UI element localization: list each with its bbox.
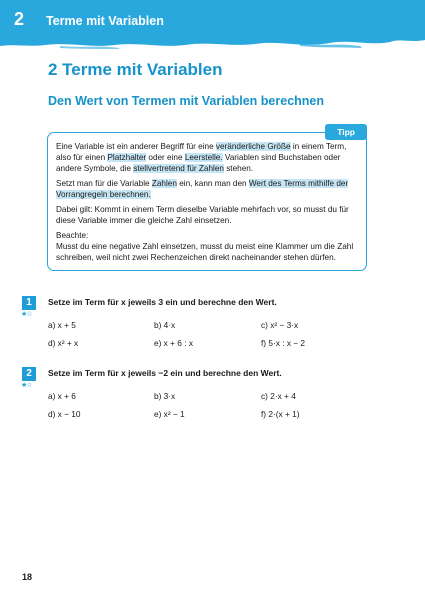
tipp-text: Eine Variable ist ein anderer Begriff für eine bbox=[56, 142, 216, 151]
exercise-item: e) x² − 1 bbox=[154, 409, 185, 419]
exercise-item: f) 5·x : x − 2 bbox=[261, 338, 306, 348]
difficulty-stars-icon: ★☆ bbox=[21, 382, 32, 389]
exercise-item: c) 2·x + 4 bbox=[261, 391, 296, 401]
exercise-item: c) x² − 3·x bbox=[261, 320, 299, 330]
tipp-text: Variablen sind Buchstaben oder andere Symbole, die bbox=[56, 153, 341, 174]
exercise-item: d) x − 10 bbox=[48, 409, 81, 419]
chapter-header-band bbox=[0, 0, 425, 50]
highlight-veraenderliche-groesse: veränderliche Größe bbox=[215, 142, 291, 151]
highlight-wert-des-terms: Wert des Terms mithilfe der Vorrangregeln berechnen. bbox=[56, 179, 349, 200]
highlight-platzhalter: Platzhalter bbox=[107, 153, 147, 163]
exercise-question: Setze im Term für x jeweils −2 ein und berechne den Wert. bbox=[48, 368, 282, 378]
tipp-beachte-title: Beachte: bbox=[56, 230, 89, 240]
exercise-number-badge: 1 bbox=[22, 296, 36, 310]
tipp-paragraph-definition bbox=[56, 141, 359, 175]
exercise-item: d) x² + x bbox=[48, 338, 79, 348]
exercise-item: e) x + 6 : x bbox=[154, 338, 193, 348]
highlight-stellvertretend: stellvertretend für Zahlen bbox=[133, 164, 224, 174]
tipp-box bbox=[47, 127, 367, 271]
exercise-question: Setze im Term für x jeweils 3 ein und berechne den Wert. bbox=[48, 297, 277, 307]
exercise-item: a) x + 6 bbox=[48, 391, 76, 401]
page-title: 2 Terme mit Variablen bbox=[48, 60, 223, 79]
exercise-item: b) 3·x bbox=[154, 391, 176, 401]
tipp-text: in einem Term, also für einen bbox=[56, 142, 347, 163]
highlight-zahlen: Zahlen bbox=[151, 179, 177, 189]
highlight-leerstelle: Leerstelle. bbox=[184, 153, 223, 163]
chapter-title: Terme mit Variablen bbox=[46, 14, 164, 28]
tipp-paragraph-einsetzen bbox=[56, 178, 359, 200]
tipp-beachte-text: Musst du eine negative Zahl einsetzen, musst du meist eine Klammer um die Zahl schreiben, weil nicht zwei Rechenzeichen direkt nacheinander stehen dürfen. bbox=[56, 242, 354, 263]
exercise-item: a) x + 5 bbox=[48, 320, 76, 330]
difficulty-stars-icon: ★☆ bbox=[21, 311, 32, 318]
tipp-text: stehen. bbox=[223, 164, 254, 174]
exercise-number-badge: 2 bbox=[22, 367, 36, 381]
tipp-text: oder eine bbox=[146, 153, 185, 163]
exercise-item: f) 2·(x + 1) bbox=[261, 409, 300, 419]
tipp-text: Setzt man für die Variable bbox=[56, 179, 152, 189]
page-number: 18 bbox=[22, 572, 33, 582]
tipp-text: ein, kann man den bbox=[176, 179, 249, 189]
exercise-item: b) 4·x bbox=[154, 320, 176, 330]
chapter-number: 2 bbox=[14, 9, 25, 29]
tipp-body bbox=[56, 141, 359, 267]
tipp-paragraph-regel: Dabei gilt: Kommt in einem Term dieselbe Variable mehrfach vor, so musst du für diese Variable immer die gleiche Zahl einsetzen. bbox=[56, 205, 349, 226]
section-title: Den Wert von Termen mit Variablen berechnen bbox=[48, 94, 325, 108]
tipp-badge: Tipp bbox=[325, 124, 367, 140]
